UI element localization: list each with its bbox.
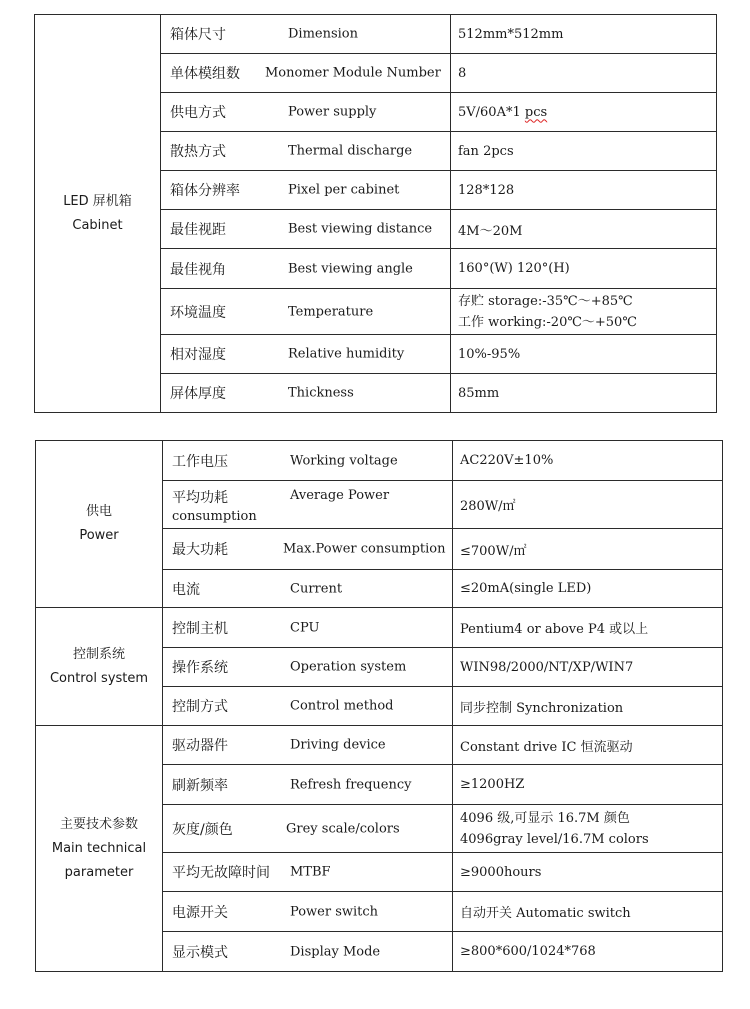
spec-value: ≤20mA(single LED) bbox=[453, 570, 723, 608]
spec-value: 8 bbox=[451, 54, 717, 93]
spec-item bbox=[163, 529, 453, 570]
spec-value: 512mm*512mm bbox=[451, 15, 717, 54]
spec-item bbox=[161, 54, 451, 93]
category-main-technical-parameter bbox=[36, 726, 163, 972]
category-label-zh: 供电 bbox=[85, 504, 112, 519]
item-label-zh: 最佳视角 bbox=[170, 261, 226, 278]
spec-value: 160°(W) 120°(H) bbox=[451, 249, 717, 289]
item-label-en-continued: consumption bbox=[172, 509, 257, 524]
item-label-en: CPU bbox=[290, 620, 320, 635]
item-label-en: MTBF bbox=[290, 864, 331, 880]
spec-value: 128*128 bbox=[451, 171, 717, 210]
item-label-en: Relative humidity bbox=[288, 346, 405, 362]
item-label-en: Grey scale/colors bbox=[286, 821, 400, 836]
spec-value: Constant drive IC 恒流驱动 bbox=[453, 726, 723, 765]
spec-item bbox=[163, 726, 453, 765]
item-label-zh: 控制主机 bbox=[172, 620, 228, 637]
spec-item bbox=[163, 805, 453, 853]
item-label-en: Refresh frequency bbox=[290, 777, 412, 792]
item-label-zh: 散热方式 bbox=[170, 144, 226, 160]
spec-value: 存贮 storage:-35℃～+85℃ 工作 working:-20℃～+50℃ bbox=[451, 289, 717, 335]
category-label-en: Control system bbox=[49, 670, 149, 686]
spec-value: 自动开关 Automatic switch bbox=[453, 892, 723, 932]
item-label-en: Best viewing angle bbox=[288, 261, 413, 276]
table-row bbox=[35, 15, 717, 54]
item-label-zh: 箱体分辨率 bbox=[170, 183, 240, 199]
spec-value: 同步控制 Synchronization bbox=[453, 687, 723, 726]
item-label-zh: 相对湿度 bbox=[170, 347, 226, 363]
category-label-en: Main technical bbox=[51, 840, 147, 856]
spec-value: 280W/㎡ bbox=[453, 481, 723, 529]
spec-value: 4096 级,可显示 16.7M 颜色 4096gray level/16.7M colors bbox=[453, 805, 723, 853]
item-label-en: Temperature bbox=[288, 304, 374, 319]
spec-item bbox=[161, 132, 451, 171]
item-label-zh: 供电方式 bbox=[170, 105, 226, 121]
spec-item bbox=[161, 93, 451, 132]
cabinet-spec-table bbox=[34, 14, 717, 413]
spec-item bbox=[163, 892, 453, 932]
item-label-zh: 单体模组数 bbox=[170, 66, 240, 82]
spec-value: Pentium4 or above P4 或以上 bbox=[453, 608, 723, 648]
spec-value: AC220V±10% bbox=[453, 441, 723, 481]
item-label-en: Working voltage bbox=[290, 453, 398, 468]
spec-item bbox=[163, 648, 453, 687]
item-label-zh: 屏体厚度 bbox=[170, 386, 226, 402]
item-label-zh: 环境温度 bbox=[170, 304, 226, 321]
spec-item bbox=[161, 15, 451, 54]
item-label-en: Display Mode bbox=[290, 944, 381, 959]
item-label-en: Average Power bbox=[290, 488, 390, 503]
item-label-en: Thickness bbox=[288, 385, 354, 401]
spec-item bbox=[163, 570, 453, 608]
item-label-en: Control method bbox=[290, 698, 394, 714]
table-row bbox=[36, 726, 723, 765]
item-label-zh: 电源开关 bbox=[172, 904, 228, 921]
spec-value: ≥800*600/1024*768 bbox=[453, 932, 723, 972]
item-label-zh: 最大功耗 bbox=[172, 542, 228, 558]
item-label-zh: 工作电压 bbox=[172, 453, 228, 470]
item-label-en: Current bbox=[290, 581, 343, 596]
item-label-en: Best viewing distance bbox=[288, 221, 433, 237]
spec-item bbox=[161, 249, 451, 289]
spec-item bbox=[163, 765, 453, 805]
item-label-en: Pixel per cabinet bbox=[288, 182, 400, 198]
spec-item bbox=[163, 853, 453, 892]
spec-item bbox=[163, 932, 453, 972]
category-control-system bbox=[36, 608, 163, 726]
item-label-zh: 灰度/颜色 bbox=[172, 821, 233, 838]
item-label-zh: 电流 bbox=[172, 581, 200, 598]
item-label-en: Max.Power consumption bbox=[283, 541, 446, 557]
item-label-zh: 平均无故障时间 bbox=[172, 865, 270, 881]
item-label-en: Monomer Module Number bbox=[265, 65, 441, 81]
item-label-en: Dimension bbox=[288, 26, 359, 42]
item-label-en: Power supply bbox=[288, 104, 377, 120]
table-row bbox=[36, 441, 723, 481]
spellcheck-underlined-text: pcs bbox=[524, 104, 548, 120]
category-label-zh: 控制系统 bbox=[72, 646, 125, 662]
category-label-en-continued: parameter bbox=[64, 864, 134, 880]
spec-value: 85mm bbox=[451, 374, 717, 413]
spec-item bbox=[161, 374, 451, 413]
item-label-zh: 最佳视距 bbox=[170, 222, 226, 238]
spec-item bbox=[163, 481, 453, 529]
item-label-zh: 操作系统 bbox=[172, 660, 228, 676]
spec-item bbox=[163, 608, 453, 648]
item-label-zh: 驱动器件 bbox=[172, 738, 228, 754]
category-label-en: Power bbox=[79, 528, 119, 543]
category-label-zh: LED 屏机箱 bbox=[63, 193, 132, 209]
spec-value: 5V/60A*1 pcs bbox=[451, 93, 717, 132]
item-label-en: Operation system bbox=[290, 659, 407, 675]
spec-value: ≤700W/㎡ bbox=[453, 529, 723, 570]
spec-value: 4M～20M bbox=[451, 210, 717, 249]
spec-item bbox=[161, 289, 451, 335]
spec-item bbox=[161, 335, 451, 374]
spec-item bbox=[163, 441, 453, 481]
spec-value: ≥1200HZ bbox=[453, 765, 723, 805]
category-label-en: Cabinet bbox=[72, 217, 123, 233]
category-label-zh: 主要技术参数 bbox=[59, 816, 138, 832]
spec-value: fan 2pcs bbox=[451, 132, 717, 171]
item-label-en: Power switch bbox=[290, 904, 379, 919]
spec-item bbox=[161, 210, 451, 249]
category-cabinet bbox=[35, 15, 161, 413]
spec-item bbox=[163, 687, 453, 726]
category-power bbox=[36, 441, 163, 608]
item-label-en: Driving device bbox=[290, 737, 386, 753]
item-label-zh: 箱体尺寸 bbox=[170, 27, 226, 43]
spec-value: ≥9000hours bbox=[453, 853, 723, 892]
item-label-zh: 控制方式 bbox=[172, 699, 228, 715]
item-label-zh: 刷新频率 bbox=[172, 777, 228, 794]
spec-value: WIN98/2000/NT/XP/WIN7 bbox=[453, 648, 723, 687]
technical-spec-table bbox=[35, 440, 723, 972]
spec-value: 10%-95% bbox=[451, 335, 717, 374]
item-label-zh: 显示模式 bbox=[172, 944, 228, 961]
table-row bbox=[36, 608, 723, 648]
item-label-zh: 平均功耗 bbox=[172, 490, 228, 506]
spec-item bbox=[161, 171, 451, 210]
item-label-en: Thermal discharge bbox=[288, 143, 413, 159]
